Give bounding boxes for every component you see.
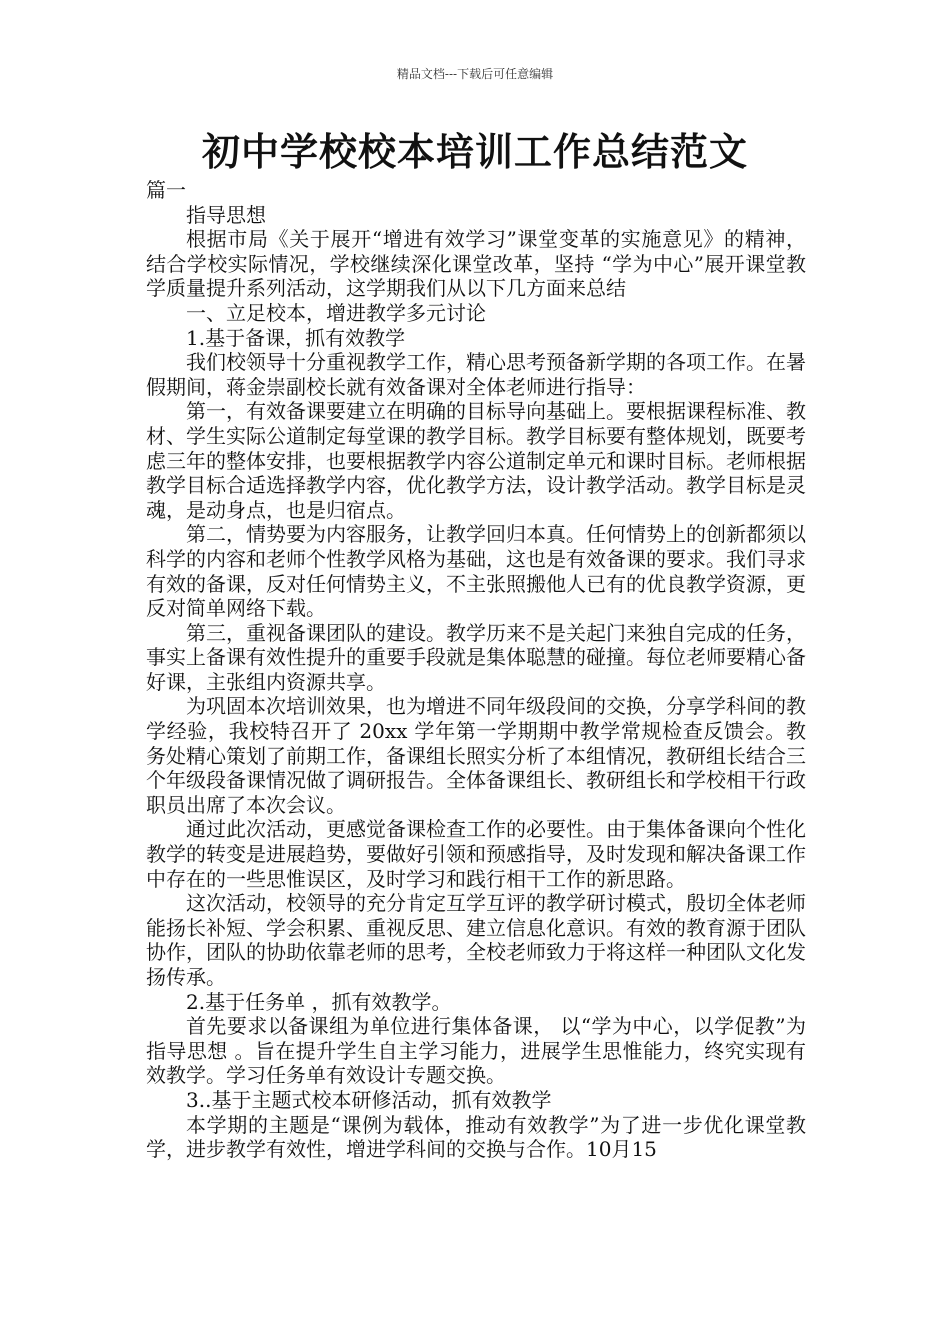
body-paragraph: 第二，情势要为内容服务，让教学回归本真。任何情势上的创新都须以科学的内容和老师个性教学风格为基础，这也是有效备课的要求。我们寻求有效的备课，反对任何情势主义，不主张照搬他人已有的优良教学资源，更反对简单网络下载。: [146, 522, 806, 621]
subsection-heading: 2.基于任务单 ，抓有效教学。: [186, 989, 452, 1014]
body-paragraph: 通过此次活动，更感觉备课检查工作的必要性。由于集体备课向个性化教学的转变是进展趋势，要做好引领和预感指导，及时发现和解决备课工作中存在的一些思惟误区，及时学习和践行相干工作的新思路。: [146, 817, 806, 891]
body-paragraph: 根据市局《关于展开“增进有效学习”课堂变革的实施意见》的精神，结合学校实际情况，学校继续深化课堂改革，坚持 “学为中心”展开课堂教学质量提升系列活动，这学期我们从以下几方面来总结: [146, 227, 806, 301]
subsection-heading: 1.基于备课，抓有效教学: [186, 325, 406, 350]
subsection-heading: 3..基于主题式校本研修活动，抓有效教学: [186, 1087, 552, 1112]
body-paragraph: 本学期的主题是“课例为载体，推动有效教学”为了进一步优化课堂教学，进步教学有效性，增进学科间的交换与合作。10月15: [146, 1112, 806, 1162]
header-note: 精品文档---下载后可任意编辑: [396, 67, 554, 81]
section-heading: 一、立足校本，增进教学多元讨论: [186, 300, 486, 325]
section-label: 篇一: [146, 178, 186, 202]
heading-guiding-thought: 指导思想: [186, 202, 266, 227]
body-paragraph: 这次活动，校领导的充分肯定互学互评的教学研讨模式，殷切全体老师能扬长补短、学会积累、重视反思、建立信息化意识。有效的教育源于团队协作，团队的协助依靠老师的思考，全校老师致力于将这样一种团队文化发扬传承。: [146, 891, 806, 989]
body-paragraph: 第一，有效备课要建立在明确的目标导向基础上。要根据课程标准、教材、学生实际公道制定每堂课的教学目标。教学目标要有整体规划，既要考虑三年的整体安排，也要根据教学内容公道制定单元和课时目标。老师根据教学目标合适选择教学内容，优化教学方法，设计教学活动。教学目标是灵魂，是动身点，也是归宿点。: [146, 399, 806, 522]
body-paragraph: 第三，重视备课团队的建设。教学历来不是关起门来独自完成的任务，事实上备课有效性提升的重要手段就是集体聪慧的碰撞。每位老师要精心备好课，主张组内资源共享。: [146, 620, 806, 694]
document-body: [146, 178, 806, 1162]
body-paragraph: 我们校领导十分重视教学工作，精心思考预备新学期的各项工作。在暑假期间，蒋金崇副校长就有效备课对全体老师进行指导：: [146, 350, 806, 399]
document-title: 初中学校校本培训工作总结范文: [201, 129, 748, 174]
body-paragraph: 为巩固本次培训效果，也为增进不同年级段间的交换，分享学科间的教学经验，我校特召开了 20xx 学年第一学期期中教学常规检查反馈会。教务处精心策划了前期工作，备课组长照实分析了本组情况，教研组长结合三个年级段备课情况做了调研报告。全体备课组长、教研组长和学校相干行政职员出席了本次会议。: [146, 694, 806, 817]
body-paragraph: 首先要求以备课组为单位进行集体备课， 以“学为中心，以学促教”为指导思想 。旨在提升学生自主学习能力，进展学生思惟能力，终究实现有效教学。学习任务单有效设计专题交换。: [146, 1014, 806, 1088]
